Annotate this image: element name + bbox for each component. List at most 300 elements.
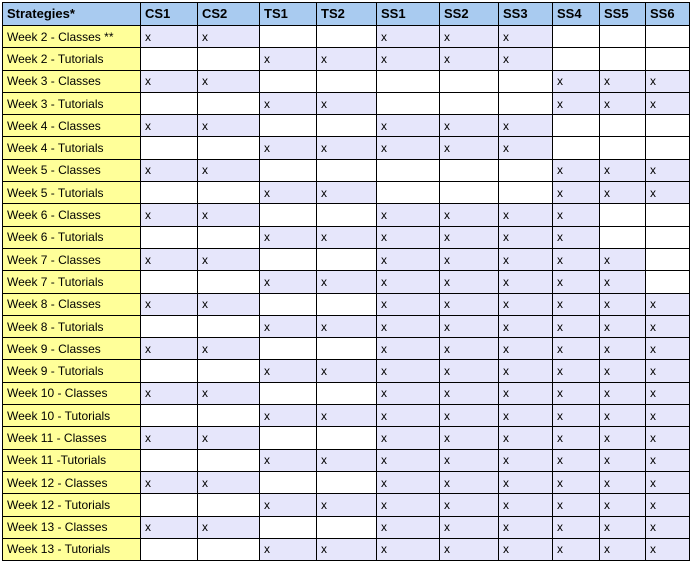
table-row <box>3 315 690 337</box>
marked-cell: x <box>499 427 553 449</box>
marked-cell: x <box>600 159 646 181</box>
empty-cell <box>260 293 317 315</box>
marked-cell: x <box>440 338 499 360</box>
marked-cell: x <box>440 382 499 404</box>
marked-cell: x <box>440 471 499 493</box>
empty-cell <box>260 70 317 92</box>
row-label: Week 7 - Tutorials <box>3 271 141 293</box>
empty-cell <box>198 92 260 114</box>
marked-cell: x <box>646 70 690 92</box>
marked-cell: x <box>377 449 440 471</box>
marked-cell: x <box>440 427 499 449</box>
empty-cell <box>317 159 377 181</box>
table-row <box>3 338 690 360</box>
row-label: Week 8 - Classes <box>3 293 141 315</box>
marked-cell: x <box>553 382 600 404</box>
row-label: Week 2 - Classes ** <box>3 26 141 48</box>
marked-cell: x <box>377 26 440 48</box>
marked-cell: x <box>260 226 317 248</box>
empty-cell <box>553 48 600 70</box>
marked-cell: x <box>317 405 377 427</box>
marked-cell: x <box>553 405 600 427</box>
marked-cell: x <box>440 204 499 226</box>
marked-cell: x <box>499 449 553 471</box>
marked-cell: x <box>499 538 553 560</box>
marked-cell: x <box>499 137 553 159</box>
marked-cell: x <box>553 182 600 204</box>
empty-cell <box>317 70 377 92</box>
marked-cell: x <box>377 494 440 516</box>
marked-cell: x <box>553 427 600 449</box>
empty-cell <box>646 48 690 70</box>
marked-cell: x <box>198 471 260 493</box>
marked-cell: x <box>440 115 499 137</box>
marked-cell: x <box>317 92 377 114</box>
table-row <box>3 293 690 315</box>
header-ss3: SS3 <box>499 3 553 26</box>
marked-cell: x <box>499 516 553 538</box>
marked-cell: x <box>600 538 646 560</box>
table-row <box>3 271 690 293</box>
marked-cell: x <box>260 494 317 516</box>
empty-cell <box>141 360 198 382</box>
marked-cell: x <box>141 382 198 404</box>
marked-cell: x <box>377 48 440 70</box>
marked-cell: x <box>198 204 260 226</box>
marked-cell: x <box>260 137 317 159</box>
empty-cell <box>141 315 198 337</box>
header-ss1: SS1 <box>377 3 440 26</box>
marked-cell: x <box>600 70 646 92</box>
empty-cell <box>198 182 260 204</box>
empty-cell <box>377 70 440 92</box>
marked-cell: x <box>600 315 646 337</box>
header-cs2: CS2 <box>198 3 260 26</box>
marked-cell: x <box>646 538 690 560</box>
empty-cell <box>377 182 440 204</box>
marked-cell: x <box>553 471 600 493</box>
empty-cell <box>377 159 440 181</box>
marked-cell: x <box>260 271 317 293</box>
marked-cell: x <box>198 70 260 92</box>
empty-cell <box>260 115 317 137</box>
marked-cell: x <box>553 449 600 471</box>
marked-cell: x <box>499 338 553 360</box>
marked-cell: x <box>646 382 690 404</box>
empty-cell <box>198 360 260 382</box>
empty-cell <box>499 159 553 181</box>
marked-cell: x <box>317 48 377 70</box>
row-label: Week 6 - Tutorials <box>3 226 141 248</box>
empty-cell <box>499 182 553 204</box>
empty-cell <box>646 26 690 48</box>
marked-cell: x <box>317 271 377 293</box>
table-row <box>3 115 690 137</box>
marked-cell: x <box>440 137 499 159</box>
marked-cell: x <box>440 48 499 70</box>
marked-cell: x <box>440 494 499 516</box>
empty-cell <box>198 405 260 427</box>
marked-cell: x <box>600 449 646 471</box>
marked-cell: x <box>141 70 198 92</box>
empty-cell <box>141 182 198 204</box>
marked-cell: x <box>141 248 198 270</box>
marked-cell: x <box>646 338 690 360</box>
empty-cell <box>600 137 646 159</box>
empty-cell <box>600 115 646 137</box>
marked-cell: x <box>600 271 646 293</box>
marked-cell: x <box>646 471 690 493</box>
marked-cell: x <box>646 92 690 114</box>
marked-cell: x <box>600 338 646 360</box>
marked-cell: x <box>377 516 440 538</box>
marked-cell: x <box>440 538 499 560</box>
marked-cell: x <box>141 26 198 48</box>
marked-cell: x <box>499 115 553 137</box>
marked-cell: x <box>198 115 260 137</box>
empty-cell <box>440 92 499 114</box>
empty-cell <box>600 226 646 248</box>
marked-cell: x <box>141 516 198 538</box>
empty-cell <box>499 92 553 114</box>
marked-cell: x <box>499 315 553 337</box>
marked-cell: x <box>499 293 553 315</box>
marked-cell: x <box>600 92 646 114</box>
marked-cell: x <box>440 315 499 337</box>
marked-cell: x <box>553 516 600 538</box>
marked-cell: x <box>317 315 377 337</box>
marked-cell: x <box>317 538 377 560</box>
row-label: Week 6 - Classes <box>3 204 141 226</box>
header-ss6: SS6 <box>646 3 690 26</box>
row-label: Week 9 - Tutorials <box>3 360 141 382</box>
marked-cell: x <box>499 471 553 493</box>
marked-cell: x <box>141 204 198 226</box>
marked-cell: x <box>377 405 440 427</box>
marked-cell: x <box>260 405 317 427</box>
empty-cell <box>260 204 317 226</box>
marked-cell: x <box>198 248 260 270</box>
marked-cell: x <box>260 449 317 471</box>
marked-cell: x <box>377 293 440 315</box>
empty-cell <box>553 115 600 137</box>
row-label: Week 12 - Classes <box>3 471 141 493</box>
marked-cell: x <box>646 405 690 427</box>
empty-cell <box>260 248 317 270</box>
empty-cell <box>198 271 260 293</box>
marked-cell: x <box>553 494 600 516</box>
empty-cell <box>198 226 260 248</box>
marked-cell: x <box>377 315 440 337</box>
marked-cell: x <box>198 159 260 181</box>
empty-cell <box>141 48 198 70</box>
table-row <box>3 48 690 70</box>
empty-cell <box>317 338 377 360</box>
marked-cell: x <box>317 360 377 382</box>
marked-cell: x <box>440 271 499 293</box>
empty-cell <box>646 204 690 226</box>
empty-cell <box>260 382 317 404</box>
marked-cell: x <box>499 405 553 427</box>
row-label: Week 12 - Tutorials <box>3 494 141 516</box>
empty-cell <box>198 449 260 471</box>
marked-cell: x <box>646 427 690 449</box>
empty-cell <box>646 271 690 293</box>
marked-cell: x <box>377 204 440 226</box>
empty-cell <box>141 494 198 516</box>
empty-cell <box>141 92 198 114</box>
marked-cell: x <box>260 182 317 204</box>
marked-cell: x <box>499 226 553 248</box>
row-label: Week 4 - Tutorials <box>3 137 141 159</box>
row-label: Week 8 - Tutorials <box>3 315 141 337</box>
marked-cell: x <box>377 382 440 404</box>
marked-cell: x <box>198 427 260 449</box>
empty-cell <box>377 92 440 114</box>
row-label: Week 2 - Tutorials <box>3 48 141 70</box>
marked-cell: x <box>141 159 198 181</box>
marked-cell: x <box>553 338 600 360</box>
empty-cell <box>317 516 377 538</box>
table-row <box>3 471 690 493</box>
empty-cell <box>646 115 690 137</box>
row-label: Week 3 - Tutorials <box>3 92 141 114</box>
marked-cell: x <box>440 26 499 48</box>
marked-cell: x <box>377 360 440 382</box>
strategy-schedule-table <box>2 2 690 561</box>
marked-cell: x <box>198 382 260 404</box>
header-row <box>3 3 690 26</box>
table-row <box>3 159 690 181</box>
marked-cell: x <box>553 70 600 92</box>
empty-cell <box>317 115 377 137</box>
marked-cell: x <box>600 382 646 404</box>
empty-cell <box>260 427 317 449</box>
empty-cell <box>553 26 600 48</box>
marked-cell: x <box>317 182 377 204</box>
marked-cell: x <box>377 471 440 493</box>
table-header <box>3 3 690 26</box>
marked-cell: x <box>646 449 690 471</box>
table-row <box>3 26 690 48</box>
marked-cell: x <box>440 248 499 270</box>
marked-cell: x <box>553 360 600 382</box>
row-label: Week 13 - Tutorials <box>3 538 141 560</box>
marked-cell: x <box>377 538 440 560</box>
table-row <box>3 248 690 270</box>
marked-cell: x <box>260 538 317 560</box>
empty-cell <box>600 26 646 48</box>
marked-cell: x <box>141 427 198 449</box>
marked-cell: x <box>198 338 260 360</box>
table-body <box>3 26 690 561</box>
table-row <box>3 137 690 159</box>
empty-cell <box>553 137 600 159</box>
marked-cell: x <box>440 226 499 248</box>
empty-cell <box>198 137 260 159</box>
table-row <box>3 70 690 92</box>
marked-cell: x <box>141 338 198 360</box>
marked-cell: x <box>141 293 198 315</box>
marked-cell: x <box>553 271 600 293</box>
row-label: Week 7 - Classes <box>3 248 141 270</box>
marked-cell: x <box>499 248 553 270</box>
marked-cell: x <box>553 315 600 337</box>
empty-cell <box>141 538 198 560</box>
marked-cell: x <box>600 516 646 538</box>
marked-cell: x <box>440 449 499 471</box>
empty-cell <box>198 315 260 337</box>
empty-cell <box>317 204 377 226</box>
marked-cell: x <box>553 159 600 181</box>
row-label: Week 3 - Classes <box>3 70 141 92</box>
marked-cell: x <box>141 115 198 137</box>
empty-cell <box>260 159 317 181</box>
marked-cell: x <box>553 293 600 315</box>
row-label: Week 10 - Classes <box>3 382 141 404</box>
empty-cell <box>317 293 377 315</box>
marked-cell: x <box>553 92 600 114</box>
marked-cell: x <box>317 137 377 159</box>
marked-cell: x <box>646 360 690 382</box>
table-row <box>3 538 690 560</box>
empty-cell <box>499 70 553 92</box>
table-row <box>3 516 690 538</box>
table-row <box>3 182 690 204</box>
marked-cell: x <box>440 293 499 315</box>
table-row <box>3 405 690 427</box>
marked-cell: x <box>499 360 553 382</box>
empty-cell <box>317 427 377 449</box>
marked-cell: x <box>553 538 600 560</box>
table-row <box>3 360 690 382</box>
row-label: Week 11 -Tutorials <box>3 449 141 471</box>
marked-cell: x <box>600 360 646 382</box>
empty-cell <box>317 248 377 270</box>
marked-cell: x <box>600 427 646 449</box>
empty-cell <box>317 26 377 48</box>
marked-cell: x <box>499 48 553 70</box>
empty-cell <box>600 48 646 70</box>
empty-cell <box>141 271 198 293</box>
row-label: Week 5 - Tutorials <box>3 182 141 204</box>
empty-cell <box>440 70 499 92</box>
marked-cell: x <box>499 271 553 293</box>
header-ss4: SS4 <box>553 3 600 26</box>
table-row <box>3 427 690 449</box>
empty-cell <box>646 137 690 159</box>
table-row <box>3 382 690 404</box>
marked-cell: x <box>499 382 553 404</box>
marked-cell: x <box>377 271 440 293</box>
marked-cell: x <box>646 516 690 538</box>
marked-cell: x <box>646 182 690 204</box>
marked-cell: x <box>499 204 553 226</box>
marked-cell: x <box>646 159 690 181</box>
empty-cell <box>141 226 198 248</box>
marked-cell: x <box>646 293 690 315</box>
empty-cell <box>198 538 260 560</box>
marked-cell: x <box>377 338 440 360</box>
marked-cell: x <box>553 204 600 226</box>
empty-cell <box>260 516 317 538</box>
empty-cell <box>141 405 198 427</box>
empty-cell <box>198 48 260 70</box>
header-strategies: Strategies* <box>3 3 141 26</box>
row-label: Week 9 - Classes <box>3 338 141 360</box>
marked-cell: x <box>198 516 260 538</box>
marked-cell: x <box>553 226 600 248</box>
marked-cell: x <box>260 48 317 70</box>
header-ts1: TS1 <box>260 3 317 26</box>
marked-cell: x <box>600 494 646 516</box>
empty-cell <box>600 204 646 226</box>
marked-cell: x <box>600 405 646 427</box>
empty-cell <box>317 382 377 404</box>
empty-cell <box>141 449 198 471</box>
marked-cell: x <box>440 405 499 427</box>
row-label: Week 11 - Classes <box>3 427 141 449</box>
table-row <box>3 92 690 114</box>
marked-cell: x <box>260 315 317 337</box>
empty-cell <box>260 471 317 493</box>
marked-cell: x <box>440 360 499 382</box>
row-label: Week 13 - Classes <box>3 516 141 538</box>
empty-cell <box>260 26 317 48</box>
table-row <box>3 494 690 516</box>
marked-cell: x <box>600 471 646 493</box>
marked-cell: x <box>317 494 377 516</box>
marked-cell: x <box>646 315 690 337</box>
marked-cell: x <box>317 226 377 248</box>
header-ss2: SS2 <box>440 3 499 26</box>
marked-cell: x <box>260 360 317 382</box>
marked-cell: x <box>600 182 646 204</box>
table-row <box>3 204 690 226</box>
row-label: Week 5 - Classes <box>3 159 141 181</box>
marked-cell: x <box>440 516 499 538</box>
header-ss5: SS5 <box>600 3 646 26</box>
row-label: Week 10 - Tutorials <box>3 405 141 427</box>
empty-cell <box>260 338 317 360</box>
table-row <box>3 449 690 471</box>
header-cs1: CS1 <box>141 3 198 26</box>
marked-cell: x <box>198 26 260 48</box>
empty-cell <box>440 159 499 181</box>
marked-cell: x <box>600 293 646 315</box>
marked-cell: x <box>377 427 440 449</box>
marked-cell: x <box>499 26 553 48</box>
marked-cell: x <box>646 494 690 516</box>
marked-cell: x <box>260 92 317 114</box>
empty-cell <box>141 137 198 159</box>
marked-cell: x <box>377 226 440 248</box>
marked-cell: x <box>377 248 440 270</box>
empty-cell <box>646 226 690 248</box>
marked-cell: x <box>377 137 440 159</box>
marked-cell: x <box>141 471 198 493</box>
marked-cell: x <box>553 248 600 270</box>
empty-cell <box>440 182 499 204</box>
empty-cell <box>317 471 377 493</box>
marked-cell: x <box>198 293 260 315</box>
row-label: Week 4 - Classes <box>3 115 141 137</box>
marked-cell: x <box>377 115 440 137</box>
empty-cell <box>646 248 690 270</box>
marked-cell: x <box>317 449 377 471</box>
marked-cell: x <box>600 248 646 270</box>
empty-cell <box>198 494 260 516</box>
